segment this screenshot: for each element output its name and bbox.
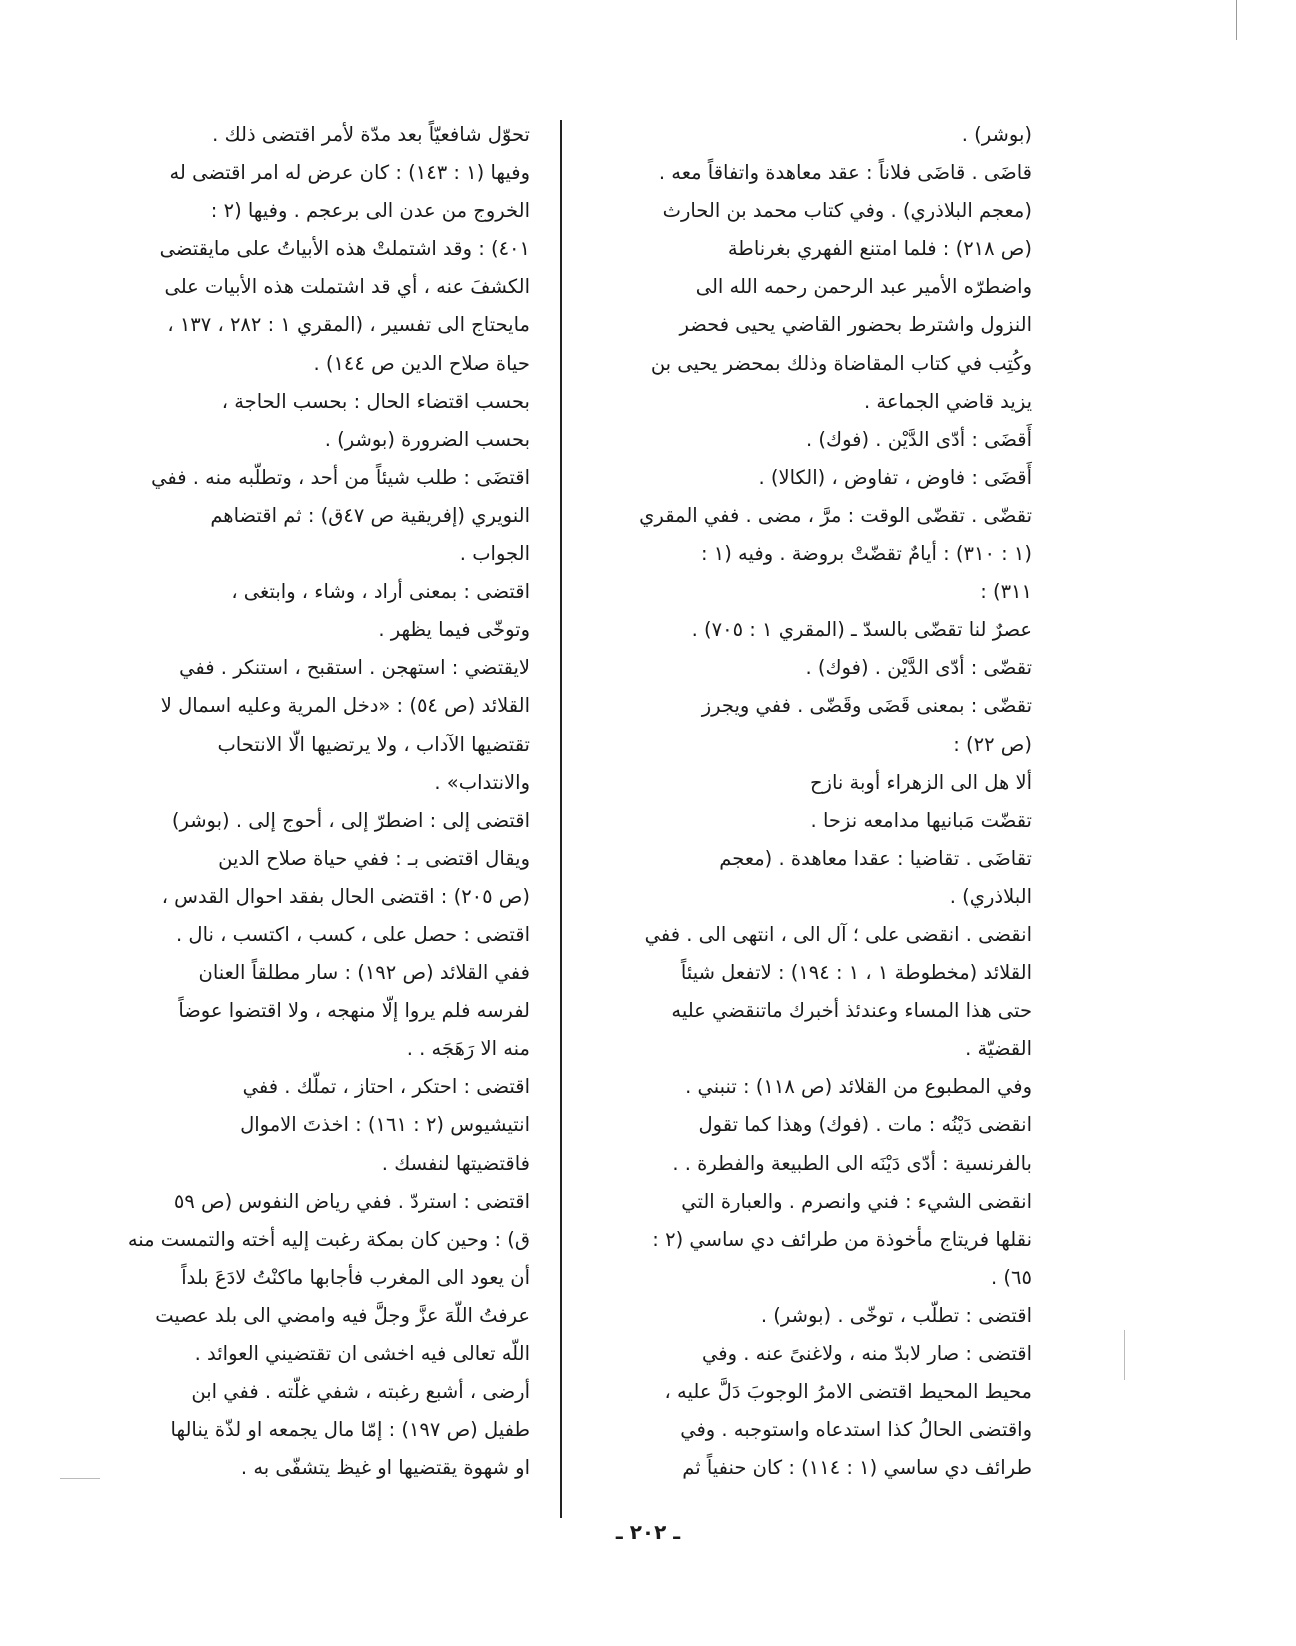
left-column	[110, 116, 530, 1487]
text-line: الخروج من عدن الى برعجم . وفيها (٢ :	[210, 199, 530, 223]
text-line: الكشفَ عنه ، أي قد اشتملت هذه الأبيات على	[164, 275, 530, 299]
text-line: تقضّى : بمعنى قَضَى وقَضّى . ففي ويجرز	[701, 694, 1032, 718]
scan-artifact	[1124, 1330, 1125, 1380]
text-line: فاقتضيتها لنفسك .	[381, 1151, 530, 1175]
text-line: لفرسه فلم يروا إلّا منهجه ، ولا اقتضوا عوضاً	[178, 999, 530, 1023]
text-line: ٣١١) :	[980, 580, 1032, 604]
text-line: حتى هذا المساء وعندئذ أخبرك ماتنقضي عليه	[671, 999, 1032, 1023]
text-line: اقتضَى : طلب شيئاً من أحد ، وتطلّبه منه . ففي	[151, 465, 530, 489]
text-line: انقضى الشيء : فني وانصرم . والعبارة التي	[681, 1189, 1032, 1213]
text-line: تقضّى . تقضّى الوقت : مرَّ ، مضى . ففي المقري	[639, 503, 1032, 527]
text-line: (بوشر) .	[961, 123, 1032, 146]
text-line: مايحتاج الى تفسير ، (المقري ١ : ٢٨٢ ، ١٣٧ ،	[167, 313, 530, 337]
text-line: منه الا رَهَجَه . .	[406, 1037, 530, 1061]
text-line: عرفتُ اللّهَ عزَّ وجلَّ فيه وامضي الى بلد عصيت	[155, 1303, 530, 1327]
text-line: وتوخّى فيما يظهر .	[378, 618, 530, 642]
text-line: واقتضى الحالُ كذا استدعاه واستوجبه . وفي	[680, 1418, 1032, 1442]
text-line: (١ : ٣١٠) : أيامٌ تقضّتْ بروضة . وفيه (١ :	[700, 542, 1032, 566]
text-line: والانتداب» .	[434, 770, 530, 794]
text-line: النزول واشترط بحضور القاضي يحيى فحضر	[679, 313, 1032, 337]
text-line: القضيّة .	[965, 1037, 1032, 1061]
text-line: تحوّل شافعيّاً بعد مدّة لأمر اقتضى ذلك .	[212, 123, 530, 146]
text-line: لايقتضي : استهجن . استقبح ، استنكر . ففي	[179, 656, 530, 680]
text-line: أَقضَى : فاوض ، تفاوض ، (الكالا) .	[758, 465, 1032, 489]
text-line: انقضى . انقضى على ؛ آل الى ، انتهى الى . ففي	[644, 922, 1032, 946]
scan-artifact	[1236, 0, 1237, 40]
column-divider	[560, 120, 562, 1518]
page-number: ـ ٢٠٢ ـ	[615, 1520, 681, 1544]
text-line: تقاضَى . تقاضيا : عقدا معاهدة . (معجم	[719, 846, 1032, 870]
text-line: (ص ٢٢) :	[953, 732, 1032, 756]
text-line: طرائف دي ساسي (١ : ١١٤) : كان حنفياً ثم	[682, 1456, 1032, 1480]
text-line: أرضى ، أشبع رغبته ، شفي غلّته . ففي ابن	[191, 1380, 530, 1404]
text-line: بالفرنسية : أدّى دَيْنَه الى الطبيعة والفطرة . .	[672, 1151, 1032, 1175]
text-line: القلائد (ص ٥٤) : «دخل المرية وعليه اسمال لا	[160, 694, 530, 718]
text-line: قاضَى . قاضَى فلاناً : عقد معاهدة واتفاقاً معه .	[658, 161, 1032, 185]
scan-artifact	[60, 1478, 100, 1479]
text-line: البلاذري) .	[949, 884, 1032, 908]
text-line: اقتضى : تطلّب ، توخّى . (بوشر) .	[760, 1303, 1032, 1327]
text-line: ٦٥) .	[991, 1265, 1032, 1289]
text-line: أَقضَى : أدّى الدَّيْن . (فوك) .	[806, 427, 1032, 451]
text-line: انتيشيوس (٢ : ١٦١) : اخذتَ الاموال	[240, 1113, 530, 1137]
text-line: وكُتِب في كتاب المقاضاة وذلك بمحضر يحيى بن	[650, 351, 1032, 375]
text-line: اقتضى : احتكر ، احتاز ، تملّك . ففي	[242, 1075, 530, 1099]
text-line: انقضى دَيْنُه : مات . (فوك) وهذا كما تقول	[698, 1113, 1032, 1137]
text-line: نقلها فريتاج مأخوذة من طرائف دي ساسي (٢ :	[652, 1227, 1032, 1251]
text-line: (ص ٢١٨) : فلما امتنع الفهري بغرناطة	[727, 237, 1032, 261]
text-line: اقتضى : بمعنى أراد ، وشاء ، وابتغى ،	[231, 580, 530, 604]
text-line: (معجم البلاذري) . وفي كتاب محمد بن الحارث	[662, 199, 1032, 223]
text-line: تقتضيها الآداب ، ولا يرتضيها الّا الانتحاب	[217, 732, 530, 756]
text-line: او شهوة يقتضيها او غيظ يتشفّى به .	[240, 1456, 530, 1480]
text-line: ويقال اقتضى بـ : ففي حياة صلاح الدين	[218, 846, 530, 870]
text-line: اللّه تعالى فيه اخشى ان تقتضيني العوائد .	[194, 1342, 530, 1365]
text-line: ألا هل الى الزهراء أوبة نازح	[809, 770, 1032, 794]
text-line: ففي القلائد (ص ١٩٢) : سار مطلقاً العنان	[198, 961, 530, 985]
text-line: ٤٠١) : وقد اشتملتْ هذه الأبياتُ على مايقتضى	[159, 237, 530, 261]
text-line: اقتضى إلى : اضطرّ إلى ، أحوج إلى . (بوشر)	[171, 808, 530, 832]
text-line: وفيها (١ : ١٤٣) : كان عرض له امر اقتضى له	[169, 161, 530, 185]
text-line: اقتضى : صار لابدّ منه ، ولاغنىً عنه . وفي	[702, 1342, 1032, 1365]
text-line: القلائد (مخطوطة ١ ، ١ : ١٩٤) : لاتفعل شيئاً	[680, 961, 1032, 985]
text-line: طفيل (ص ١٩٧) : إمّا مال يجمعه او لذّة ينالها	[170, 1418, 530, 1442]
text-line: بحسب اقتضاء الحال : بحسب الحاجة ،	[221, 389, 530, 413]
text-line: عصرٌ لنا تقضّى بالسدّ ـ (المقري ١ : ٧٠٥) .	[691, 618, 1032, 642]
text-line: تقضّت مَبانيها مدامعه نزحا .	[810, 808, 1032, 832]
text-line: (ص ٢٠٥) : اقتضى الحال بفقد احوال القدس ،	[161, 884, 530, 908]
text-line: اقتضى : استردّ . ففي رياض النفوس (ص ٥٩	[173, 1189, 530, 1213]
text-line: وفي المطبوع من القلائد (ص ١١٨) : تنبني .	[685, 1075, 1032, 1099]
text-line: بحسب الضرورة (بوشر) .	[324, 427, 530, 451]
text-line: حياة صلاح الدين ص ١٤٤) .	[313, 351, 530, 375]
text-line: يزيد قاضي الجماعة .	[864, 389, 1032, 413]
text-line: محيط المحيط اقتضى الامرُ الوجوبَ دَلَّ عليه ،	[664, 1380, 1032, 1404]
text-line: اقتضى : حصل على ، كسب ، اكتسب ، نال .	[176, 922, 530, 946]
right-column	[590, 116, 1032, 1487]
text-line: الجواب .	[459, 542, 530, 566]
text-line: النويري (إفريقية ص ٤٧ق) : ثم اقتضاهم	[210, 503, 530, 527]
text-line: تقضّى : أدّى الدَّيْن . (فوك) .	[805, 656, 1032, 680]
text-line: ق) : وحين كان بمكة رغبت إليه أخته والتمست منه	[127, 1227, 530, 1251]
text-line: واضطرّه الأمير عبد الرحمن رحمه الله الى	[695, 275, 1032, 299]
text-line: أن يعود الى المغرب فأجابها ماكنْتُ لادَعَ بلداً	[181, 1265, 530, 1289]
